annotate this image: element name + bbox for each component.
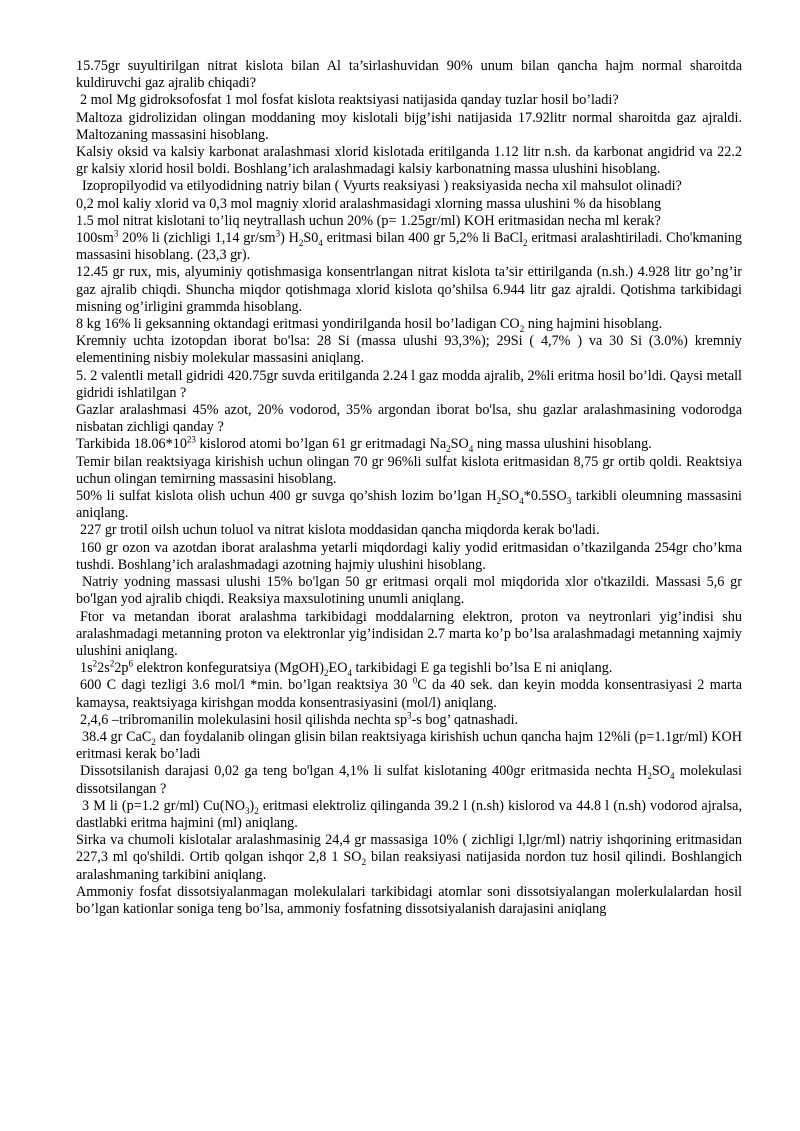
question-paragraph-13 — [76, 402, 742, 436]
text-run: molekulasi dissotsilangan ? — [76, 763, 742, 797]
subscript: 2 — [151, 736, 156, 747]
text-run: 160 gr ozon va azotdan iborat aralashma yetarli miqdordagi kaliy yodid eritmasidan o’tkazilganda 254gr cho’kma tushdi. Boshlang’ich aralashmadagi azotning hajmiy ulushini hisoblang. — [76, 539, 742, 573]
text-run: dan foydalanib olingan glisin bilan reaktsiyaga kirishish uchun qancha hajm 12%li (p=1.1gr/ml) KOH eritmasi kerak bo’ladi — [76, 728, 742, 763]
text-run: kislorod atomi bo’lgan 61 gr eritmadagi Na — [195, 436, 447, 453]
text-run: ning massa ulushini hisoblang. — [473, 436, 652, 453]
text-run: Ftor va metandan iborat aralashma tarkibidagi moddalarning elektron, proton va neytronlari yig’indisi shu aralashmadagi metanning proton va elektronlar yig’indisidan 2.7 marta ko’p bo’lsa aralashmadagi metanning xajmiy ulushini aniqlang. — [76, 608, 742, 659]
text-run: 2s — [97, 660, 110, 677]
superscript: 3 — [275, 228, 281, 239]
question-paragraph-17 — [76, 522, 742, 539]
text-run: 20% li (zichligi 1,14 gr/sm — [118, 230, 276, 247]
text-run: 100sm — [76, 230, 114, 247]
subscript: 4 — [318, 237, 323, 248]
question-paragraph-15 — [76, 454, 742, 488]
text-run: ) — [249, 797, 255, 814]
text-run: 5. 2 valentli metall gidridi 420.75gr suvda eritilganda 2.24 l gaz modda ajralib, 2%li eritma hosil bo’ldi. Qaysi metall gidridi ishlatilgan ? — [76, 367, 742, 401]
text-run: 227 gr trotil oilsh uchun toluol va nitrat kislota moddasidan qancha miqdorda kerak bo'ladi. — [80, 522, 600, 539]
subscript: 2 — [496, 495, 502, 506]
text-run: 2,4,6 –tribromanilin molekulasini hosil qilishda nechta sp — [80, 711, 408, 728]
subscript: 3 — [244, 805, 250, 816]
text-run: Kalsiy oksid va kalsiy karbonat aralashmasi xlorid kislotada eritilganda 1.12 litr n.sh. da karbonat angidrid va 22.2 gr kalsiy xlorid hosil boldi. Boshlang’ich aralashmadagi kalsiy karbonatning massa ulushini hisoblang. — [76, 144, 742, 178]
text-run: eritmasi aralashtiriladi. Cho'kmaning massasini hisoblang. (23,3 gr). — [76, 230, 742, 264]
question-paragraph-26 — [76, 798, 742, 832]
question-paragraph-2 — [76, 92, 742, 109]
superscript: 2 — [92, 658, 98, 669]
document-page — [76, 58, 742, 918]
text-run: SO — [651, 763, 670, 780]
text-run: ning hajmini hisoblang. — [524, 316, 663, 333]
question-paragraph-1 — [76, 58, 742, 92]
subscript: 3 — [566, 495, 572, 506]
text-run: elektron konfeguratsiya (MgOH) — [132, 660, 325, 677]
text-run: Ammoniy fosfat dissotsiyalanmagan molekulalari tarkibidagi atomlar soni dissotsiyalangan molerkulalardan hosil bo’lgan kationlar soniga teng bo’lsa, ammoniy fosfatning dissotsiyalanish darajasini aniqlang — [76, 883, 742, 917]
superscript: 3 — [407, 709, 412, 720]
text-run: 2 mol Mg gidroksofosfat 1 mol fosfat kislota reaktsiyasi natijasida qanday tuzlar hosil bo’ladi? — [80, 92, 619, 109]
text-run: tarkibli oleumning massasini aniqlang. — [76, 488, 742, 522]
text-run: tarkibidagi E ga tegishli bo’lsa E ni aniqlang. — [351, 660, 613, 677]
text-run: Sirka va chumoli kislotalar aralashmasinig 24,4 gr massasiga 10% ( zichligi l,lgr/ml) natriy ishqorining eritmasidan 227,3 ml qo'shildi. Ortib qolgan ishqor 2,8 1 SO — [76, 832, 742, 866]
text-run: SO — [501, 488, 520, 505]
text-run: 8 kg 16% li geksanning oktandagi eritmasi yondirilganda hosil bo’ladigan CO — [76, 316, 520, 333]
text-run: -s bog’ qatnashadi. — [411, 711, 519, 728]
text-run: SO — [450, 436, 469, 453]
subscript: 4 — [347, 667, 352, 678]
text-run: eritmasi bilan 400 gr 5,2% li BaCl — [322, 230, 524, 247]
text-run: eritmasi elektroliz qilinganda 39.2 l (n.sh) kislorod va 44.8 l (n.sh) vodorod ajralsa, dastlabki eritma hajmini (ml) aniqlang. — [76, 797, 743, 831]
subscript: 2 — [361, 857, 367, 868]
superscript: 2 — [109, 658, 115, 669]
text-run: 50% li sulfat kislota olish uchun 400 gr suvga qo’shish lozim bo’lgan H — [76, 488, 497, 505]
text-run: EO — [328, 660, 348, 677]
superscript: 23 — [186, 434, 196, 445]
subscript: 2 — [519, 323, 525, 334]
subscript: 4 — [468, 444, 474, 455]
subscript: 4 — [519, 495, 524, 506]
text-run: 38.4 gr CaC — [82, 728, 152, 745]
question-paragraph-8 — [76, 230, 742, 264]
superscript: 6 — [128, 658, 133, 669]
question-paragraph-27 — [76, 832, 742, 884]
text-run: C da 40 sek. dan keyin modda konsentrasiyasi 2 marta kamaysa, reaktsiyaga kirishgan modda konsentrasiyasini (mol/l) aniqlang. — [76, 677, 743, 711]
text-run: ) H — [280, 230, 299, 247]
text-run: Natriy yodning massasi ulushi 15% bo'lgan 50 gr eritmasi orqali mol miqdorida xlor o'tkazildi. Massasi 5,6 gr bo'lgan yod ajralib chiqdi. Reaksiya maxsulotining unumli aniqlang. — [76, 574, 742, 608]
question-paragraph-25 — [76, 763, 742, 797]
question-paragraph-6 — [76, 196, 742, 213]
question-paragraph-28 — [76, 884, 742, 918]
question-paragraph-10 — [76, 316, 742, 333]
text-run: 1.5 mol nitrat kislotani to’liq neytrallash uchun 20% (p= 1.25gr/ml) KOH eritmasidan necha ml kerak? — [76, 212, 661, 229]
text-run: 1s — [80, 660, 93, 677]
question-paragraph-20 — [76, 609, 742, 661]
subscript: 2 — [298, 237, 304, 248]
question-paragraph-3 — [76, 110, 742, 144]
question-paragraph-16 — [76, 488, 742, 522]
question-paragraph-7 — [76, 213, 742, 230]
text-run: bilan reaksiyasi natijasida nordon tuz hosil qilindi. Boshlangich aralashmaning tarkibini aniqlang. — [76, 849, 743, 883]
superscript: 3 — [113, 228, 119, 239]
question-paragraph-9 — [76, 264, 742, 316]
question-paragraph-18 — [76, 540, 742, 574]
subscript: 2 — [647, 771, 652, 782]
superscript: 0 — [412, 675, 418, 686]
text-run: 12.45 gr rux, mis, alyuminiy qotishmasiga konsentrlangan nitrat kislota ta’sir ettirilganda (n.sh.) 4.928 litr go’ng’ir gaz ajralib chiqdi. Shuncha miqdor qotishmaga xlorid kislota qo’shilsa 6.944 litr gaz ajraldi. Qotishma tarkibidagi misning og’irligini grammda hisoblang. — [76, 264, 742, 315]
text-run: Tarkibida 18.06*10 — [76, 436, 187, 453]
question-paragraph-5 — [76, 178, 742, 195]
question-paragraph-22 — [76, 677, 742, 711]
subscript: 2 — [254, 805, 259, 816]
text-run: *0.5SO — [523, 488, 567, 505]
text-run: 15.75gr suyultirilgan nitrat kislota bilan Al ta’sirlashuvidan 90% unum bilan qancha hajm normal sharoitda kuldiruvchi gaz ajralib chiqadi? — [76, 58, 742, 92]
text-run: Gazlar aralashmasi 45% azot, 20% vodorod, 35% argondan iborat bo'lsa, shu gazlar aralashmasining vodorodga nisbatan zichligi qanday ? — [76, 402, 742, 436]
text-run: Kremniy uchta izotopdan iborat bo'lsa: 28 Si (massa ulushi 93,3%); 29Si ( 4,7% ) va 30 Si (3.0%) kremniy elementining nisbiy molekular massasini aniqlang. — [76, 333, 742, 367]
text-run: Dissotsilanish darajasi 0,02 ga teng bo'lgan 4,1% li sulfat kislotaning 400gr eritmasida nechta H — [80, 763, 648, 780]
text-run: 3 M li (p=1.2 gr/ml) Cu(NO — [82, 797, 245, 814]
subscript: 2 — [523, 237, 528, 248]
question-paragraph-4 — [76, 144, 742, 178]
text-run: S0 — [303, 230, 319, 247]
question-paragraph-23 — [76, 709, 742, 729]
question-paragraph-21 — [76, 660, 742, 677]
text-run: Temir bilan reaktsiyaga kirishish uchun olingan 70 gr 96%li sulfat kislota eritmasidan 8,75 gr ortib qoldi. Reaktsiya uchun olingan temirning massasini hisoblang. — [76, 453, 742, 487]
question-paragraph-24 — [76, 729, 742, 763]
question-paragraph-14 — [76, 436, 742, 453]
subscript: 2 — [324, 667, 329, 678]
text-run: Izopropilyodid va etilyodidning natriy bilan ( Vyurts reaksiyasi ) reaksiyasida necha xil mahsulot olinadi? — [82, 178, 682, 195]
text-run: 0,2 mol kaliy xlorid va 0,3 mol magniy xlorid aralashmasidagi xlorning massa ulushini % da hisoblang — [76, 195, 662, 212]
text-run: 600 C dagi tezligi 3.6 mol/l *min. bo’lgan reaktsiya 30 — [80, 677, 413, 694]
subscript: 4 — [669, 771, 675, 782]
subscript: 2 — [446, 444, 451, 455]
text-run: 2p — [114, 660, 129, 677]
text-run: Maltoza gidrolizidan olingan moddaning moy kislotali bijg’ishi natijasida 17.92litr normal sharoitda gaz ajraldi. Maltozaning massasini hisoblang. — [76, 109, 742, 143]
question-paragraph-11 — [76, 333, 742, 367]
question-paragraph-19 — [76, 574, 742, 608]
question-paragraph-12 — [76, 368, 742, 402]
